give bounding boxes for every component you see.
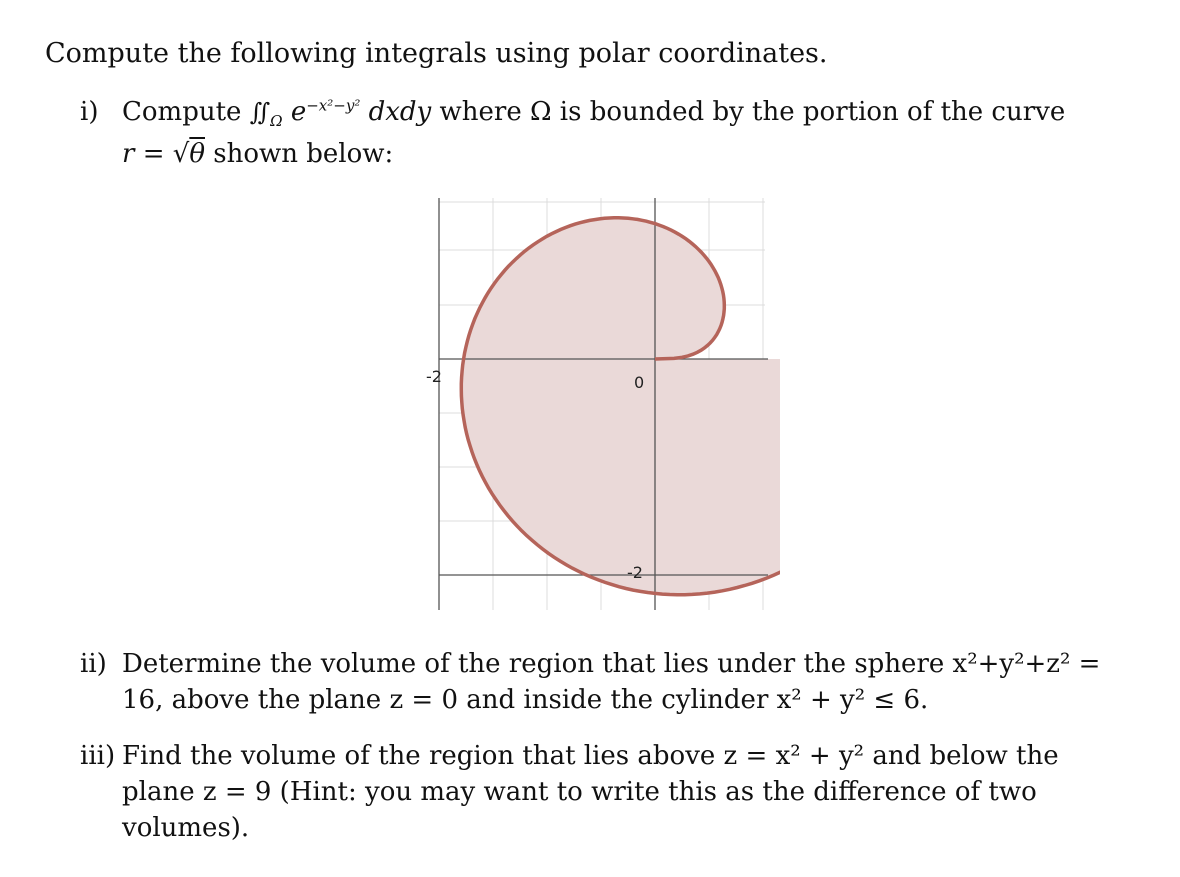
item-label: i) — [80, 97, 99, 127]
item-label: ii) — [80, 649, 107, 679]
y-tick-label: -2 — [627, 563, 643, 582]
word: Compute — [122, 97, 242, 127]
equals: = — [142, 139, 165, 169]
origin-label: 0 — [634, 373, 645, 392]
word: where Ω is bounded by the portion of the curve — [439, 97, 1066, 127]
item-text-line: Determine the volume of the region that lies under the sphere x²+y²+z² = — [122, 649, 1101, 679]
item-text-line: volumes). — [122, 813, 250, 843]
double-integral-symbol: ∬ — [249, 98, 271, 126]
item-text-line: Find the volume of the region that lies above z = x² + y² and below the — [122, 741, 1059, 771]
item-text-line: 16, above the plane z = 0 and inside the cylinder x² + y² ≤ 6. — [122, 685, 929, 715]
region-subscript: Ω — [270, 112, 283, 131]
item-text-line — [122, 94, 1082, 130]
problem-intro: Compute the following integrals using polar coordinates. — [45, 38, 828, 69]
exp-power: −x²−y² — [306, 96, 361, 115]
item-text-line — [122, 136, 1082, 172]
item-text-line: plane z = 9 (Hint: you may want to write this as the difference of two — [122, 777, 1037, 807]
shaded-region — [461, 218, 780, 595]
differential: dxdy — [368, 97, 432, 127]
theta: θ — [189, 139, 205, 169]
x-tick-label: -2 — [426, 367, 442, 386]
exp-base: e — [290, 97, 307, 127]
sqrt-symbol: √ — [172, 139, 190, 169]
item-label: iii) — [80, 741, 116, 771]
word: shown below: — [213, 139, 394, 169]
math-r: r — [122, 139, 135, 169]
polar-region-figure — [420, 190, 780, 620]
